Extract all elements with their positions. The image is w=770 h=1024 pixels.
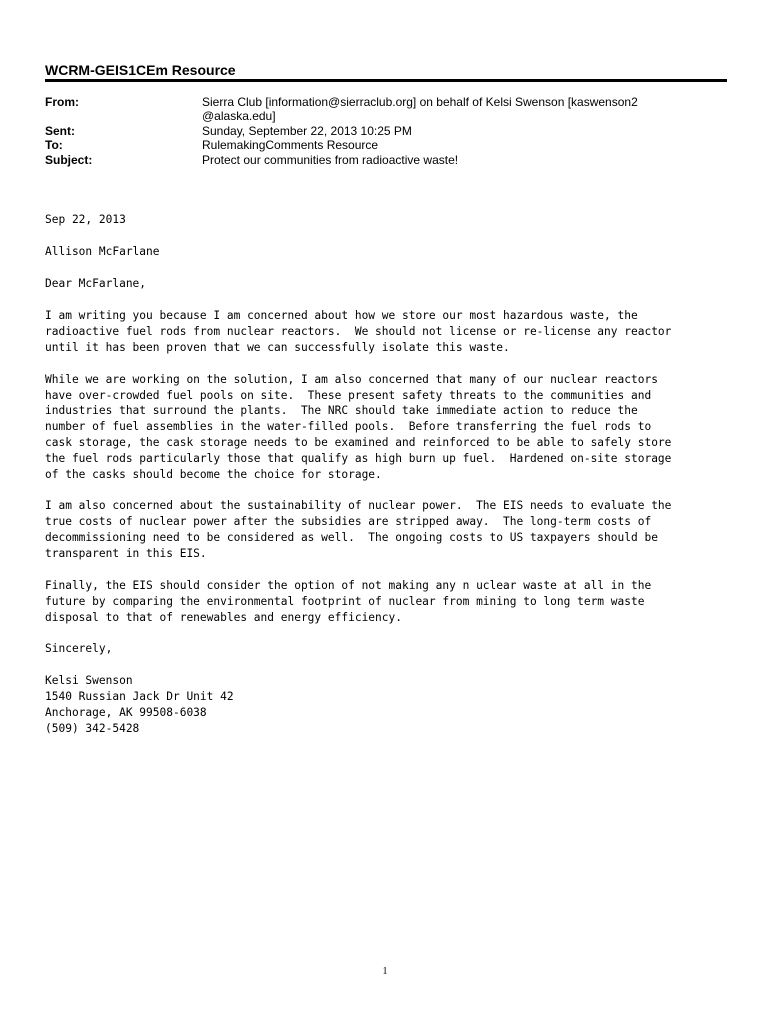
paragraph-line: cask storage, the cask storage needs to be examined and reinforced to be able to safely store (45, 436, 672, 449)
title-divider (45, 79, 727, 82)
page-number: 1 (382, 966, 388, 977)
from-label: From: (45, 95, 79, 109)
to-label: To: (45, 138, 63, 152)
signature-name: Kelsi Swenson (45, 674, 133, 687)
subject-value: Protect our communities from radioactive waste! (202, 153, 459, 167)
document-title: WCRM-GEIS1CEm Resource (45, 62, 236, 78)
paragraph-line: disposal to that of renewables and energy efficiency. (45, 611, 402, 624)
paragraph-line: of the casks should become the choice for storage. (45, 468, 382, 481)
paragraph-line: true costs of nuclear power after the subsidies are stripped away. The long-term costs of (45, 515, 652, 528)
sent-value: Sunday, September 22, 2013 10:25 PM (202, 124, 412, 138)
paragraph-line: decommissioning need to be considered as well. The ongoing costs to US taxpayers should be (45, 531, 658, 544)
signature-street: 1540 Russian Jack Dr Unit 42 (45, 690, 234, 703)
paragraph-line: I am writing you because I am concerned about how we store our most hazardous waste, the (45, 309, 638, 322)
letter-recipient: Allison McFarlane (45, 245, 160, 258)
from-value-line1: Sierra Club [information@sierraclub.org] on behalf of Kelsi Swenson [kaswenson2 (202, 95, 638, 109)
signature-city: Anchorage, AK 99508-6038 (45, 706, 207, 719)
subject-label: Subject: (45, 153, 93, 167)
sent-label: Sent: (45, 124, 75, 138)
paragraph-line: have over-crowded fuel pools on site. These present safety threats to the communities and (45, 389, 652, 402)
paragraph-line: the fuel rods particularly those that qualify as high burn up fuel. Hardened on-site storage (45, 452, 672, 465)
letter-salutation: Dear McFarlane, (45, 277, 147, 290)
paragraph-line: until it has been proven that we can successfully isolate this waste. (45, 341, 510, 354)
letter-date: Sep 22, 2013 (45, 213, 126, 226)
paragraph-line: number of fuel assemblies in the water-filled pools. Before transferring the fuel rods to (45, 420, 652, 433)
paragraph-line: radioactive fuel rods from nuclear reactors. We should not license or re-license any reactor (45, 325, 672, 338)
paragraph-line: future by comparing the environmental footprint of nuclear from mining to long term waste (45, 595, 645, 608)
paragraph-line: I am also concerned about the sustainability of nuclear power. The EIS needs to evaluate the (45, 499, 672, 512)
letter-closing: Sincerely, (45, 642, 113, 655)
paragraph-line: transparent in this EIS. (45, 547, 207, 560)
paragraph-line: Finally, the EIS should consider the option of not making any n uclear waste at all in the (45, 579, 652, 592)
from-value-line2: @alaska.edu] (202, 109, 276, 123)
paragraph-line: While we are working on the solution, I am also concerned that many of our nuclear reactors (45, 373, 658, 386)
paragraph-line: industries that surround the plants. The NRC should take immediate action to reduce the (45, 404, 638, 417)
to-value: RulemakingComments Resource (202, 138, 379, 152)
signature-phone: (509) 342-5428 (45, 722, 140, 735)
